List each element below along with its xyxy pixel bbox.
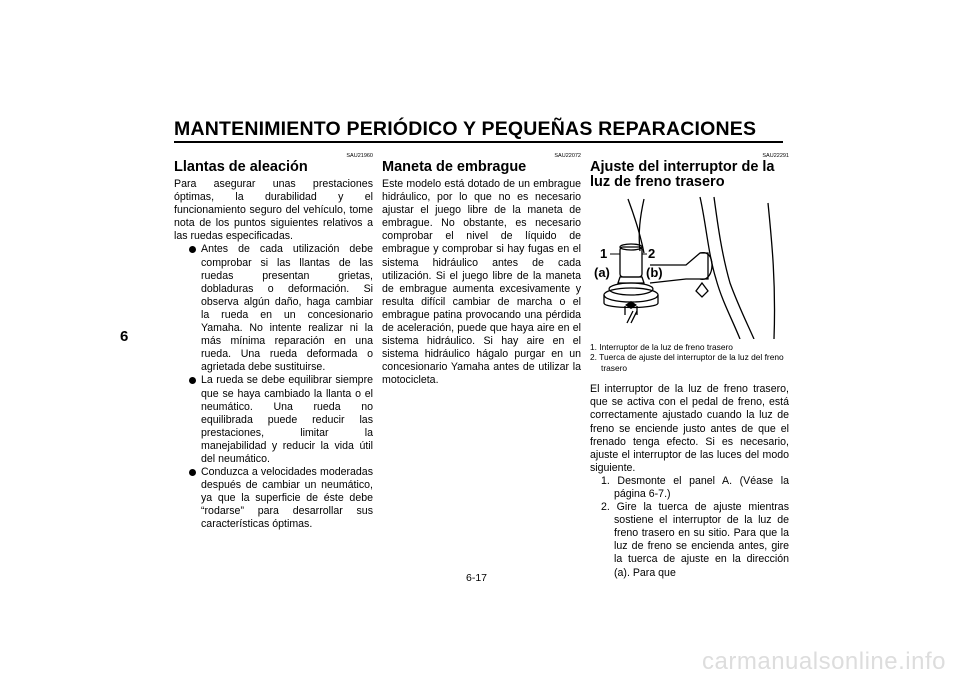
column-clutch-lever: [382, 152, 581, 388]
bullet-item: Antes de cada utilización debe comprobar si las llantas de las ruedas presentan grietas, dobladuras o deformación. Si observa algún daño, haga cambiar la rueda en un concesionario Yamaha. No intente realizar ni la más mínima reparación en una rueda. Una rueda deformada o agrietada debe sustituirse.: [176, 243, 373, 374]
section-code: SAU21960: [346, 153, 373, 159]
figure-label-b: (b): [646, 265, 663, 280]
section-body: El interruptor de la luz de freno trasero, que se activa con el pedal de freno, está correctamente ajustado cuando la luz de freno se enciende justo antes de que el frenado tenga efecto. Si es necesario, ajuste el interruptor de las luces del modo siguiente.: [590, 383, 789, 474]
step-list: [590, 475, 789, 580]
column-alloy-wheels: [174, 152, 373, 532]
step-item: 2. Gire la tuerca de ajuste mientras sostiene el interruptor de la luz de freno trasero en su sitio. Para que la luz de freno se encienda antes, gire la tuerca de ajuste en la dirección (a). Para que: [601, 501, 789, 579]
chapter-tab: 6: [120, 328, 129, 345]
section-body: Este modelo está dotado de un embrague hidráulico, por lo que no es necesario ajustar el juego libre de la maneta de embrague. No obstante, es necesario comprobar el nivel de líquido de embrague y comprobar si hay fugas en el sistema hidráulico antes de cada utilización. Si el juego libre de la maneta de embrague aumenta excesivamente y resulta difícil cambiar de marcha o el embrague patina provocando una pérdida de aceleración, puede que haya aire en el sistema hidráulico. Si hay aire en el sistema hidráulico hágalo purgar en un concesionario Yamaha antes de utilizar la motocicleta.: [382, 178, 581, 387]
bullet-item: Conduzca a velocidades moderadas después de cambiar un neumático, ya que la superficie de éste debe “rodarse” para desarrollar sus características óptimas.: [176, 466, 373, 531]
step-item: 1. Desmonte el panel A. (Véase la página 6-7.): [601, 474, 789, 500]
section-title: Maneta de embrague: [382, 159, 527, 175]
figure-label-2: 2: [648, 246, 656, 261]
section-title: Ajuste del interruptor de la luz de freno trasero: [590, 159, 775, 190]
figure-caption: [590, 342, 789, 373]
brake-switch-illustration: [590, 193, 787, 339]
caption-item: 1. Interruptor de la luz de freno trasero: [590, 342, 733, 352]
column-brake-light-switch: [590, 152, 789, 580]
caption-item: 2. Tuerca de ajuste del interruptor de la luz del freno trasero: [590, 352, 784, 373]
page-title: MANTENIMIENTO PERIÓDICO Y PEQUEÑAS REPARACIONES: [174, 118, 757, 140]
figure-label-a: (a): [594, 265, 610, 280]
section-code: SAU22072: [554, 153, 581, 159]
figure-label-1: 1: [600, 246, 608, 261]
page-number: 6-17: [466, 572, 488, 584]
section-intro: Para asegurar unas prestaciones óptimas, la durabilidad y el funcionamiento seguro del vehículo, tome nota de los puntos siguientes relativos a las ruedas especificadas.: [174, 178, 373, 243]
header-rule: [174, 141, 783, 143]
section-code: SAU22291: [762, 153, 789, 159]
section-title: Llantas de aleación: [174, 159, 308, 175]
bullet-list: [174, 243, 373, 531]
bullet-item: La rueda se debe equilibrar siempre que se haya cambiado la llanta o el neumático. Una rueda no equilibrada puede reducir las prestaciones, limitar la manejabilidad y reducir la vida útil del neumático.: [176, 374, 373, 466]
watermark-url: carmanualsonline.info: [702, 648, 946, 675]
